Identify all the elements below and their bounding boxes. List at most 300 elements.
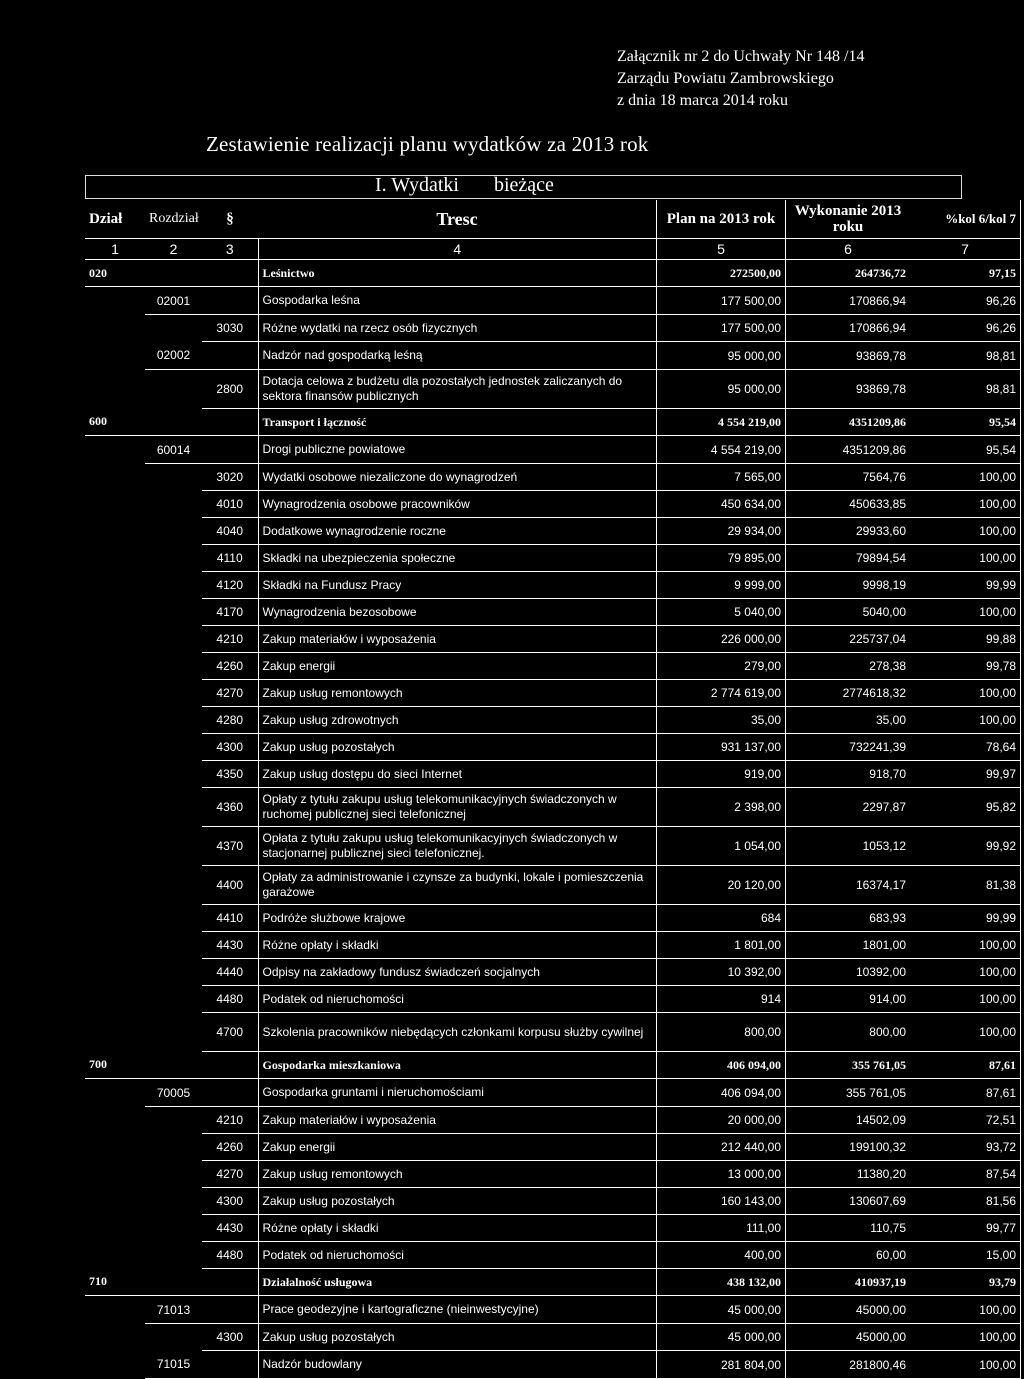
cell-dzial: 710: [85, 1269, 145, 1296]
column-number: 6: [786, 239, 911, 260]
table-row: [85, 1324, 1021, 1351]
cell-tresc: Zakup materiałów i wyposażenia: [258, 1107, 657, 1134]
cell-plan: 281 804,00: [657, 1351, 786, 1379]
cell-tresc: Zakup energii: [258, 1134, 657, 1161]
cell-dzial: [85, 545, 145, 572]
table-row: [85, 905, 1021, 932]
cell-paragraf: 4260: [202, 1134, 258, 1161]
cell-paragraf: [202, 1052, 258, 1079]
cell-dzial: [85, 436, 145, 464]
cell-paragraf: [202, 1351, 258, 1379]
cell-wykonanie: 683,93: [786, 905, 911, 932]
table-row: [85, 1013, 1021, 1052]
cell-tresc: Zakup usług pozostałych: [258, 734, 657, 761]
table-row: [85, 1296, 1021, 1324]
document-title: Zestawienie realizacji planu wydatków za 2013 rok: [206, 132, 649, 156]
cell-plan: 919,00: [657, 761, 786, 788]
table-row: [85, 518, 1021, 545]
cell-procent: 100,00: [910, 680, 1021, 707]
table-row: [85, 1188, 1021, 1215]
cell-wykonanie: 264736,72: [786, 260, 911, 287]
cell-dzial: [85, 905, 145, 932]
cell-rozdzial: [145, 599, 202, 626]
cell-wykonanie: 800,00: [786, 1013, 911, 1052]
cell-dzial: [85, 342, 145, 370]
attachment-note: [617, 46, 1017, 112]
table-row: [85, 653, 1021, 680]
cell-procent: 81,56: [910, 1188, 1021, 1215]
cell-wykonanie: 170866,94: [786, 287, 911, 315]
cell-rozdzial: [145, 932, 202, 959]
cell-plan: 95 000,00: [657, 342, 786, 370]
cell-paragraf: 4040: [202, 518, 258, 545]
cell-procent: 72,51: [910, 1107, 1021, 1134]
cell-dzial: [85, 315, 145, 342]
cell-paragraf: 4110: [202, 545, 258, 572]
table-row: [85, 1242, 1021, 1269]
header-plan: Plan na 2013 rok: [657, 200, 786, 239]
cell-tresc: Zakup usług zdrowotnych: [258, 707, 657, 734]
cell-rozdzial: [145, 653, 202, 680]
cell-rozdzial: [145, 572, 202, 599]
cell-tresc: Gospodarka gruntami i nieruchomościami: [258, 1079, 657, 1107]
cell-wykonanie: 16374,17: [786, 866, 911, 905]
cell-rozdzial: [145, 1215, 202, 1242]
cell-rozdzial: [145, 1052, 202, 1079]
cell-plan: 684: [657, 905, 786, 932]
cell-dzial: [85, 653, 145, 680]
cell-tresc: Opłaty z tytułu zakupu usług telekomunikacyjnych świadczonych w ruchomej publicznej sieci telefonicznej: [258, 788, 657, 827]
cell-procent: 95,54: [910, 436, 1021, 464]
cell-wykonanie: 93869,78: [786, 370, 911, 409]
cell-dzial: [85, 1079, 145, 1107]
cell-paragraf: 4210: [202, 1107, 258, 1134]
cell-rozdzial: [145, 409, 202, 436]
cell-paragraf: 4480: [202, 986, 258, 1013]
cell-procent: 98,81: [910, 370, 1021, 409]
cell-rozdzial: [145, 491, 202, 518]
cell-dzial: 020: [85, 260, 145, 287]
cell-rozdzial: [145, 1324, 202, 1351]
table-row: [85, 491, 1021, 518]
cell-procent: 100,00: [910, 1351, 1021, 1379]
table-row: [85, 1134, 1021, 1161]
table-row: [85, 707, 1021, 734]
cell-wykonanie: 29933,60: [786, 518, 911, 545]
cell-paragraf: [202, 1079, 258, 1107]
cell-paragraf: 4430: [202, 1215, 258, 1242]
table-row: [85, 599, 1021, 626]
cell-paragraf: 4280: [202, 707, 258, 734]
cell-wykonanie: 1801,00: [786, 932, 911, 959]
cell-rozdzial: [145, 464, 202, 491]
cell-paragraf: 4170: [202, 599, 258, 626]
cell-tresc: Zakup usług remontowych: [258, 680, 657, 707]
table-row: [85, 959, 1021, 986]
cell-paragraf: 4120: [202, 572, 258, 599]
cell-rozdzial: 02001: [145, 287, 202, 315]
cell-wykonanie: 14502,09: [786, 1107, 911, 1134]
cell-tresc: Zakup usług pozostałych: [258, 1324, 657, 1351]
cell-paragraf: [202, 409, 258, 436]
header-dzial: Dział: [89, 210, 123, 227]
cell-procent: 99,99: [910, 905, 1021, 932]
cell-rozdzial: [145, 1242, 202, 1269]
cell-paragraf: [202, 287, 258, 315]
cell-wykonanie: 199100,32: [786, 1134, 911, 1161]
cell-rozdzial: [145, 370, 202, 409]
cell-dzial: [85, 1188, 145, 1215]
cell-plan: 406 094,00: [657, 1052, 786, 1079]
cell-tresc: Szkolenia pracowników niebędących członkami korpusu służby cywilnej: [258, 1013, 657, 1052]
cell-wykonanie: 278,38: [786, 653, 911, 680]
cell-plan: 111,00: [657, 1215, 786, 1242]
cell-dzial: [85, 986, 145, 1013]
cell-wykonanie: 10392,00: [786, 959, 911, 986]
column-number: 1: [85, 239, 145, 260]
cell-tresc: Opłaty za administrowanie i czynsze za budynki, lokale i pomieszczenia garażowe: [258, 866, 657, 905]
cell-plan: 79 895,00: [657, 545, 786, 572]
cell-dzial: 600: [85, 409, 145, 436]
cell-wykonanie: 918,70: [786, 761, 911, 788]
cell-procent: 100,00: [910, 707, 1021, 734]
cell-plan: 272500,00: [657, 260, 786, 287]
cell-paragraf: [202, 1269, 258, 1296]
cell-wykonanie: 11380,20: [786, 1161, 911, 1188]
cell-plan: 4 554 219,00: [657, 409, 786, 436]
cell-wykonanie: 225737,04: [786, 626, 911, 653]
table-row: [85, 1052, 1021, 1079]
header-tresc: Tresc: [436, 208, 478, 229]
cell-procent: 100,00: [910, 464, 1021, 491]
cell-procent: 97,15: [910, 260, 1021, 287]
cell-wykonanie: 79894,54: [786, 545, 911, 572]
cell-procent: 100,00: [910, 491, 1021, 518]
cell-paragraf: 4210: [202, 626, 258, 653]
cell-tresc: Leśnictwo: [258, 260, 657, 287]
cell-dzial: [85, 287, 145, 315]
column-number: 7: [910, 239, 1021, 260]
cell-tresc: Dodatkowe wynagrodzenie roczne: [258, 518, 657, 545]
column-number: 2: [145, 239, 202, 260]
cell-dzial: [85, 959, 145, 986]
cell-rozdzial: 02002: [145, 342, 202, 370]
cell-plan: 35,00: [657, 707, 786, 734]
cell-plan: 1 054,00: [657, 827, 786, 866]
cell-rozdzial: [145, 959, 202, 986]
cell-dzial: [85, 1296, 145, 1324]
table-row: [85, 1079, 1021, 1107]
cell-plan: 45 000,00: [657, 1296, 786, 1324]
cell-paragraf: [202, 1296, 258, 1324]
cell-wykonanie: 355 761,05: [786, 1079, 911, 1107]
cell-paragraf: 4370: [202, 827, 258, 866]
cell-paragraf: 4350: [202, 761, 258, 788]
cell-procent: 100,00: [910, 599, 1021, 626]
cell-rozdzial: [145, 545, 202, 572]
cell-rozdzial: [145, 866, 202, 905]
cell-plan: 13 000,00: [657, 1161, 786, 1188]
cell-tresc: Zakup usług dostępu do sieci Internet: [258, 761, 657, 788]
cell-tresc: Dotacja celowa z budżetu dla pozostałych jednostek zaliczanych do sektora finansów publicznych: [258, 370, 657, 409]
cell-tresc: Składki na Fundusz Pracy: [258, 572, 657, 599]
cell-tresc: Odpisy na zakładowy fundusz świadczeń socjalnych: [258, 959, 657, 986]
cell-plan: 400,00: [657, 1242, 786, 1269]
cell-paragraf: 4700: [202, 1013, 258, 1052]
cell-rozdzial: [145, 1013, 202, 1052]
cell-procent: 87,54: [910, 1161, 1021, 1188]
cell-tresc: Podatek od nieruchomości: [258, 1242, 657, 1269]
column-number: 4: [258, 239, 657, 260]
cell-wykonanie: 110,75: [786, 1215, 911, 1242]
cell-procent: 100,00: [910, 1296, 1021, 1324]
cell-wykonanie: 2774618,32: [786, 680, 911, 707]
cell-tresc: Wynagrodzenia osobowe pracowników: [258, 491, 657, 518]
cell-dzial: [85, 370, 145, 409]
cell-tresc: Prace geodezyjne i kartograficzne (nieinwestycyjne): [258, 1296, 657, 1324]
cell-dzial: [85, 734, 145, 761]
cell-paragraf: 4300: [202, 1188, 258, 1215]
expenditure-table: [85, 200, 1021, 1379]
cell-tresc: Podróże służbowe krajowe: [258, 905, 657, 932]
cell-rozdzial: [145, 827, 202, 866]
cell-wykonanie: 450633,85: [786, 491, 911, 518]
cell-paragraf: 4440: [202, 959, 258, 986]
cell-rozdzial: 71013: [145, 1296, 202, 1324]
cell-dzial: [85, 491, 145, 518]
cell-dzial: [85, 1324, 145, 1351]
cell-tresc: Zakup usług pozostałych: [258, 1188, 657, 1215]
cell-paragraf: 4270: [202, 1161, 258, 1188]
cell-dzial: [85, 1215, 145, 1242]
table-row: [85, 866, 1021, 905]
attachment-note-line1: Załącznik nr 2 do Uchwały Nr 148 /14: [617, 48, 865, 65]
cell-rozdzial: 71015: [145, 1351, 202, 1379]
cell-rozdzial: [145, 518, 202, 545]
cell-procent: 99,92: [910, 827, 1021, 866]
cell-procent: 100,00: [910, 1324, 1021, 1351]
cell-tresc: Różne opłaty i składki: [258, 1215, 657, 1242]
cell-procent: 99,78: [910, 653, 1021, 680]
cell-plan: 800,00: [657, 1013, 786, 1052]
cell-dzial: [85, 1161, 145, 1188]
cell-paragraf: [202, 342, 258, 370]
cell-paragraf: 4010: [202, 491, 258, 518]
table-row: [85, 734, 1021, 761]
cell-paragraf: 4400: [202, 866, 258, 905]
cell-procent: 99,97: [910, 761, 1021, 788]
cell-procent: 99,77: [910, 1215, 1021, 1242]
table-row: [85, 1161, 1021, 1188]
cell-procent: 99,99: [910, 572, 1021, 599]
cell-plan: 5 040,00: [657, 599, 786, 626]
cell-plan: 450 634,00: [657, 491, 786, 518]
cell-wykonanie: 732241,39: [786, 734, 911, 761]
cell-tresc: Zakup energii: [258, 653, 657, 680]
cell-procent: 100,00: [910, 959, 1021, 986]
header-procent: %kol 6/kol 7: [910, 200, 1021, 239]
table-row: [85, 680, 1021, 707]
cell-tresc: Zakup materiałów i wyposażenia: [258, 626, 657, 653]
cell-procent: 15,00: [910, 1242, 1021, 1269]
cell-tresc: Gospodarka mieszkaniowa: [258, 1052, 657, 1079]
cell-plan: 45 000,00: [657, 1324, 786, 1351]
cell-tresc: Różne opłaty i składki: [258, 932, 657, 959]
cell-dzial: [85, 464, 145, 491]
cell-procent: 93,79: [910, 1269, 1021, 1296]
cell-rozdzial: 70005: [145, 1079, 202, 1107]
table-row: [85, 986, 1021, 1013]
cell-procent: 96,26: [910, 315, 1021, 342]
cell-plan: 1 801,00: [657, 932, 786, 959]
cell-wykonanie: 410937,19: [786, 1269, 911, 1296]
cell-dzial: [85, 788, 145, 827]
cell-paragraf: 3020: [202, 464, 258, 491]
cell-dzial: [85, 1242, 145, 1269]
table-row: [85, 287, 1021, 315]
cell-rozdzial: 60014: [145, 436, 202, 464]
cell-plan: 279,00: [657, 653, 786, 680]
table-row: [85, 464, 1021, 491]
cell-dzial: [85, 1107, 145, 1134]
cell-plan: 20 120,00: [657, 866, 786, 905]
cell-rozdzial: [145, 734, 202, 761]
cell-plan: 914: [657, 986, 786, 1013]
cell-dzial: [85, 599, 145, 626]
cell-dzial: [85, 932, 145, 959]
table-row: [85, 626, 1021, 653]
cell-plan: 438 132,00: [657, 1269, 786, 1296]
cell-tresc: Opłata z tytułu zakupu usług telekomunikacyjnych świadczonych w stacjonarnej publicznej sieci telefonicznej.: [258, 827, 657, 866]
column-number-row: [85, 239, 1021, 260]
cell-procent: 100,00: [910, 1013, 1021, 1052]
cell-procent: 93,72: [910, 1134, 1021, 1161]
cell-wykonanie: 60,00: [786, 1242, 911, 1269]
cell-procent: 96,26: [910, 287, 1021, 315]
cell-procent: 87,61: [910, 1079, 1021, 1107]
cell-tresc: Drogi publiczne powiatowe: [258, 436, 657, 464]
cell-tresc: Działalność usługowa: [258, 1269, 657, 1296]
cell-wykonanie: 5040,00: [786, 599, 911, 626]
cell-paragraf: [202, 436, 258, 464]
cell-wykonanie: 93869,78: [786, 342, 911, 370]
cell-wykonanie: 130607,69: [786, 1188, 911, 1215]
cell-plan: 10 392,00: [657, 959, 786, 986]
table-row: [85, 572, 1021, 599]
cell-wykonanie: 7564,76: [786, 464, 911, 491]
cell-dzial: [85, 626, 145, 653]
cell-dzial: [85, 1134, 145, 1161]
cell-tresc: Transport i łączność: [258, 409, 657, 436]
attachment-note-line2: Zarządu Powiatu Zambrowskiego: [617, 70, 834, 87]
cell-rozdzial: [145, 707, 202, 734]
table-header-row: [85, 200, 1021, 239]
cell-dzial: 700: [85, 1052, 145, 1079]
cell-procent: 100,00: [910, 986, 1021, 1013]
cell-procent: 99,88: [910, 626, 1021, 653]
cell-tresc: Wydatki osobowe niezaliczone do wynagrodzeń: [258, 464, 657, 491]
cell-dzial: [85, 827, 145, 866]
cell-plan: 4 554 219,00: [657, 436, 786, 464]
cell-wykonanie: 45000,00: [786, 1296, 911, 1324]
table-row: [85, 342, 1021, 370]
cell-rozdzial: [145, 1188, 202, 1215]
cell-tresc: Gospodarka leśna: [258, 287, 657, 315]
cell-tresc: Składki na ubezpieczenia społeczne: [258, 545, 657, 572]
column-number: 5: [657, 239, 786, 260]
cell-rozdzial: [145, 788, 202, 827]
cell-procent: 95,54: [910, 409, 1021, 436]
cell-plan: 177 500,00: [657, 315, 786, 342]
cell-plan: 2 774 619,00: [657, 680, 786, 707]
cell-rozdzial: [145, 626, 202, 653]
table-row: [85, 827, 1021, 866]
cell-plan: 29 934,00: [657, 518, 786, 545]
cell-procent: 95,82: [910, 788, 1021, 827]
cell-dzial: [85, 1351, 145, 1379]
table-row: [85, 409, 1021, 436]
cell-plan: 160 143,00: [657, 1188, 786, 1215]
cell-paragraf: 4480: [202, 1242, 258, 1269]
cell-rozdzial: [145, 1134, 202, 1161]
attachment-note-line3: z dnia 18 marca 2014 roku: [617, 92, 789, 109]
cell-plan: 226 000,00: [657, 626, 786, 653]
cell-tresc: Różne wydatki na rzecz osób fizycznych: [258, 315, 657, 342]
cell-procent: 87,61: [910, 1052, 1021, 1079]
header-paragraf: §: [226, 210, 234, 227]
cell-dzial: [85, 572, 145, 599]
cell-wykonanie: 2297,87: [786, 788, 911, 827]
cell-wykonanie: 1053,12: [786, 827, 911, 866]
table-row: [85, 370, 1021, 409]
section-title: I. Wydatki bieżące: [375, 174, 554, 196]
cell-procent: 81,38: [910, 866, 1021, 905]
cell-rozdzial: [145, 680, 202, 707]
cell-tresc: Nadzór nad gospodarką leśną: [258, 342, 657, 370]
cell-rozdzial: [145, 986, 202, 1013]
cell-paragraf: 2800: [202, 370, 258, 409]
cell-dzial: [85, 761, 145, 788]
cell-wykonanie: 355 761,05: [786, 1052, 911, 1079]
cell-plan: 2 398,00: [657, 788, 786, 827]
cell-plan: 20 000,00: [657, 1107, 786, 1134]
cell-paragraf: 4270: [202, 680, 258, 707]
cell-tresc: Podatek od nieruchomości: [258, 986, 657, 1013]
cell-procent: 100,00: [910, 518, 1021, 545]
cell-plan: 406 094,00: [657, 1079, 786, 1107]
cell-rozdzial: [145, 761, 202, 788]
cell-procent: 78,64: [910, 734, 1021, 761]
cell-procent: 100,00: [910, 545, 1021, 572]
cell-plan: 7 565,00: [657, 464, 786, 491]
cell-wykonanie: 914,00: [786, 986, 911, 1013]
cell-paragraf: 4430: [202, 932, 258, 959]
cell-plan: 95 000,00: [657, 370, 786, 409]
cell-rozdzial: [145, 1269, 202, 1296]
cell-plan: 931 137,00: [657, 734, 786, 761]
cell-plan: 177 500,00: [657, 287, 786, 315]
table-row: [85, 436, 1021, 464]
cell-rozdzial: [145, 1161, 202, 1188]
cell-dzial: [85, 518, 145, 545]
cell-procent: 98,81: [910, 342, 1021, 370]
cell-wykonanie: 4351209,86: [786, 436, 911, 464]
cell-rozdzial: [145, 315, 202, 342]
cell-wykonanie: 35,00: [786, 707, 911, 734]
cell-rozdzial: [145, 1107, 202, 1134]
cell-tresc: Zakup usług remontowych: [258, 1161, 657, 1188]
header-rozdzial: Rozdział: [149, 211, 199, 226]
